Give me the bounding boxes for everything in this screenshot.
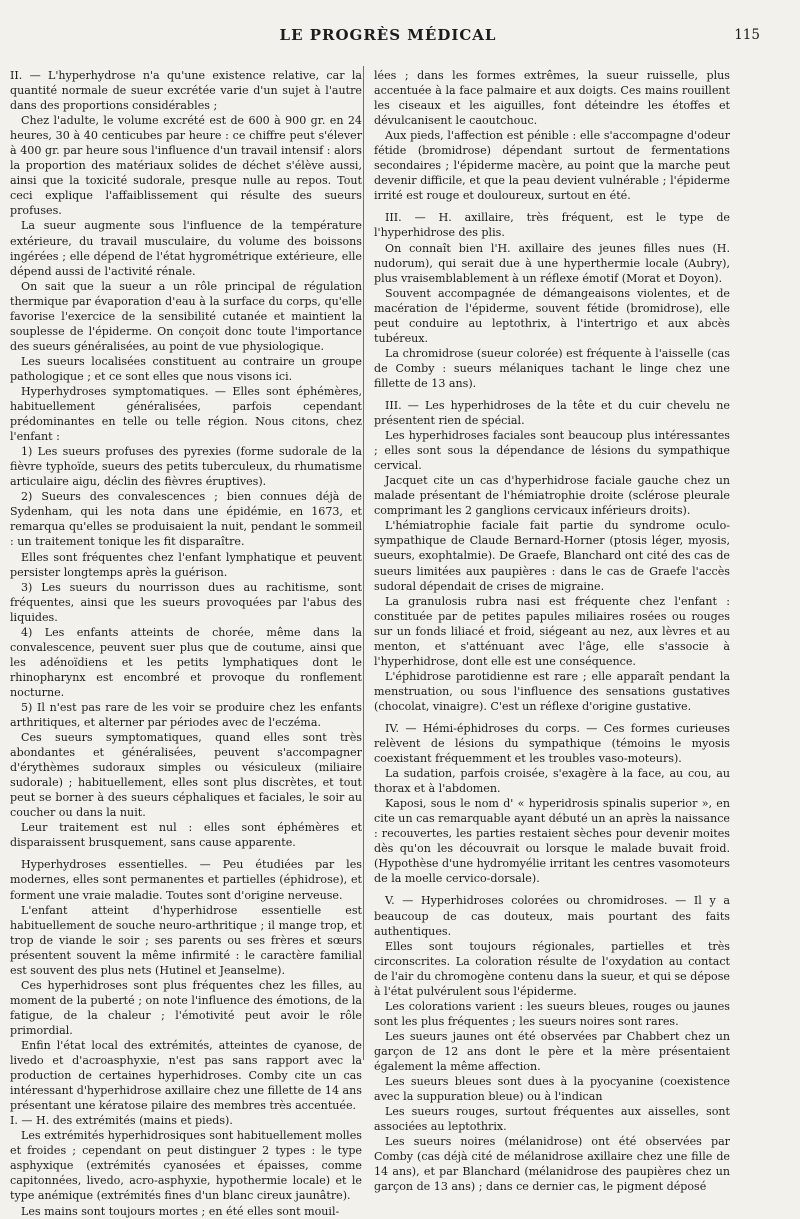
paragraph: lées ; dans les formes extrêmes, la sueur ruisselle, plus accentuée à la face palmaire et aux doigts. Ces mains rouillent les ciseaux et les aiguilles, font déteindre les étoffes et dévulcanisent le caoutchouc. bbox=[374, 69, 730, 128]
section-heading: Hyperhydroses symptomatiques. — Elles sont éphémères, habituellement généralisées, parfois cependant prédominantes en telle ou telle région. Nous citons, chez l'enfant : bbox=[10, 384, 362, 444]
paragraph: Les colorations varient : les sueurs bleues, rouges ou jaunes sont les plus fréquentes ; les sueurs noires sont rares. bbox=[374, 999, 730, 1028]
subsection-heading: III. — Les hyperhidroses de la tête et du cuir chevelu ne présentent rien de spécial. bbox=[374, 398, 730, 428]
paragraph: II. — L'hyperhydrose n'a qu'une existence relative, car la quantité normale de sueur excrétée varie d'un sujet à l'autre dans des proportions considérables ; bbox=[10, 69, 362, 113]
paragraph: Leur traitement est nul : elles sont éphémères et disparaissent brusquement, sans cause apparente. bbox=[10, 821, 362, 850]
paragraph: Jacquet cite un cas d'hyperhidrose faciale gauche chez un malade présentant de l'hémiatrophie droite (sclérose pleurale comprimant les 2 ganglions cervicaux inférieurs droits). bbox=[374, 474, 730, 518]
paragraph: L'enfant atteint d'hyperhidrose essentielle est habituellement de souche neuro-arthritique ; il mange trop, et trop de viande le soir ; ses parents ou ses frères et sœurs présentent souvent la même infirmité : le caractère familial est souvent des plus nets (Hutinel et Jeanselme). bbox=[10, 903, 362, 977]
paragraph: Les mains sont toujours mortes ; en été elles sont mouil- bbox=[21, 1204, 340, 1218]
section-heading: Hyperhydroses essentielles. — Peu étudiées par les modernes, elles sont permanentes et partielles (éphidrose), et forment une vraie maladie. Toutes sont d'origine nerveuse. bbox=[10, 858, 362, 902]
subsection-heading: IV. — Hémi-éphidroses du corps. — Ces formes curieuses relèvent de lésions du sympathique (témoins le myosis coexistant fréquemment et les troubles vaso-moteurs). bbox=[374, 721, 730, 766]
paragraph: Elles sont fréquentes chez l'enfant lymphatique et peuvent persister longtemps après la guérison. bbox=[10, 550, 362, 579]
paragraph: Les sueurs jaunes ont été observées par Chabbert chez un garçon de 12 ans dont le père et la mère présentaient également la même affection. bbox=[374, 1029, 730, 1073]
paragraph: La chromidrose (sueur colorée) est fréquente à l'aisselle (cas de Comby : sueurs mélaniques tachant le linge chez une fillette de 13 ans). bbox=[374, 346, 730, 390]
paragraph: Les sueurs rouges, surtout fréquentes aux aisselles, sont associées au leptothrix. bbox=[374, 1105, 730, 1134]
paragraph: Les sueurs bleues sont dues à la pyocyanine (coexistence avec la suppuration bleue) ou à l'indican bbox=[374, 1075, 730, 1104]
list-item: 3) Les sueurs du nourrisson dues au rachitisme, sont fréquentes, ainsi que les sueurs provoquées par l'abus des liquides. bbox=[10, 580, 362, 624]
page-header bbox=[16, 26, 760, 50]
right-column bbox=[374, 68, 730, 1194]
paragraph: Les sueurs noires (mélanidrose) ont été observées par Comby (cas déjà cité de mélanidrose axillaire chez une fille de 14 ans), et par Blanchard (mélanidrose des paupières chez un garçon de 13 ans) ; dans ce dernier cas, le pigment déposé bbox=[374, 1135, 730, 1194]
page-number: 115 bbox=[734, 27, 760, 43]
paragraph: Ces hyperhidroses sont plus fréquentes chez les filles, au moment de la puberté ; on note l'influence des émotions, de la fatigue, de la chaleur ; l'émotivité peut avoir le rôle primordial. bbox=[10, 978, 362, 1037]
paragraph: La sueur augmente sous l'influence de la température extérieure, du travail musculaire, du volume des boissons ingérées ; elle dépend de l'état hygrométrique extérieure, elle dépend aussi de l'activité rénale. bbox=[10, 219, 362, 278]
paragraph: Souvent accompagnée de démangeaisons violentes, et de macération de l'épiderme, souvent fétide (bromidrose), elle peut conduire au leptothrix, à l'intertrigo et aux abcès tubéreux. bbox=[374, 286, 730, 345]
paragraph: Elles sont toujours régionales, partielles et très circonscrites. La coloration résulte de l'oxydation au contact de l'air du chromogène contenu dans la sueur, et qui se dépose à l'état pulvérulent sous l'épiderme. bbox=[374, 939, 730, 998]
paragraph: La sudation, parfois croisée, s'exagère à la face, au cou, au thorax et à l'abdomen. bbox=[374, 767, 730, 796]
subsection-heading: I. — H. des extrémités (mains et pieds). bbox=[10, 1114, 233, 1128]
list-item: 4) Les enfants atteints de chorée, même dans la convalescence, peuvent suer plus que de coutume, ainsi que les adénoïdiens et les petits lymphatiques dont le rhinopharynx est encombré et provoque du ronflement nocturne. bbox=[10, 625, 362, 699]
paragraph: L'éphidrose parotidienne est rare ; elle apparaît pendant la menstruation, ou sous l'influence des sensations gustatives (chocolat, vinaigre). C'est un réflexe d'origine gustative. bbox=[374, 669, 730, 713]
paragraph: Aux pieds, l'affection est pénible : elle s'accompagne d'odeur fétide (bromidrose) dépendant surtout de fermentations secondaires ; l'épiderme macère, au point que la marche peut devenir difficile, et que la peau devient vulnérable ; l'épiderme irrité est rouge et douloureux, surtout en été. bbox=[374, 129, 730, 203]
paragraph: Les extrémités hyperhidrosiques sont habituellement molles et froides ; cependant on peut distinguer 2 types : le type asphyxique (extrémités cyanosées et épaisses, comme capitonnées, livedo, acro-asphyxie, hypothermie locale) et le type anémique (extrémités fines d'un blanc cireux jaunâtre). bbox=[10, 1129, 362, 1203]
column-divider bbox=[363, 66, 364, 1060]
list-item: 2) Sueurs des convalescences ; bien connues déjà de Sydenham, qui les nota dans une épidémie, en 1673, et remarqua qu'elles se produisaient la nuit, pendant le sommeil : un traitement tonique les fit disparaître. bbox=[10, 490, 362, 549]
paragraph: Kaposi, sous le nom d' « hyperidrosis spinalis superior », en cite un cas remarquable ayant débuté un an après la naissance : recouvertes, les parties restaient sèches pour devenir moites dès qu'on les découvrait ou lorsque le malade buvait froid. (Hypothèse d'une hydromyélie irritant les centres vasomoteurs de la moelle cervico-dorsale). bbox=[374, 797, 730, 886]
subsection-heading: V. — Hyperhidroses colorées ou chromidroses. — Il y a beaucoup de cas douteux, mais pourtant des faits authentiques. bbox=[374, 894, 730, 938]
paragraph: La granulosis rubra nasi est fréquente chez l'enfant : constituée par de petites papules miliaires rosées ou rouges sur un fonds liliacé et froid, siégeant au nez, aux lèvres et au menton, et s'atténuant avec l'âge, elle s'associe à l'hyperhidrose, dont elle est une conséquence. bbox=[374, 594, 730, 668]
paragraph: Les hyperhidroses faciales sont beaucoup plus intéressantes ; elles sont sous la dépendance de lésions du sympathique cervical. bbox=[374, 429, 730, 473]
paragraph: Les sueurs localisées constituent au contraire un groupe pathologique ; et ce sont elles que nous visons ici. bbox=[10, 354, 362, 383]
paragraph: L'hémiatrophie faciale fait partie du syndrome oculo-sympathique de Claude Bernard-Horner (ptosis léger, myosis, sueurs, exophtalmie). De Graefe, Blanchard ont cité des cas de sueurs limitées aux paupières : dans le cas de Graefe l'accès sudoral dépendait de crises de migraine. bbox=[374, 519, 730, 593]
running-title: LE PROGRÈS MÉDICAL bbox=[279, 26, 497, 44]
paragraph: On connaît bien l'H. axillaire des jeunes filles nues (H. nudorum), qui serait due à une hyperthermie locale (Aubry), plus vraisemblablement à un réflexe émotif (Morat et Doyon). bbox=[374, 241, 730, 285]
list-item: 1) Les sueurs profuses des pyrexies (forme sudorale de la fièvre typhoïde, sueurs des petits tuberculeux, du rhumatisme articulaire aigu, déclin des fièvres éruptives). bbox=[10, 445, 362, 489]
paragraph: Enfin l'état local des extrémités, atteintes de cyanose, de livedo et d'acroasphyxie, n'est pas sans rapport avec la production de certaines hyperhidroses. Comby cite un cas intéressant d'hyperhidrose axillaire chez une fillette de 14 ans présentant une kératose pilaire des membres très accentuée. bbox=[10, 1039, 362, 1113]
paragraph: Chez l'adulte, le volume excrété est de 600 à 900 gr. en 24 heures, 30 à 40 centicubes par heure : ce chiffre peut s'élever à 400 gr. par heure sous l'influence d'un travail intensif : alors la proportion des matériaux solides de déchet s'élève aussi, ainsi que la toxicité sudorale, presque nulle au repos. Tout ceci explique l'affaiblissement qui résulte des sueurs profuses. bbox=[10, 114, 362, 218]
list-item: 5) Il n'est pas rare de les voir se produire chez les enfants arthritiques, et alterner par périodes avec de l'eczéma. bbox=[10, 700, 362, 730]
subsection-heading: III. — H. axillaire, très fréquent, est le type de l'hyperhidrose des plis. bbox=[374, 211, 730, 240]
left-column bbox=[10, 68, 362, 1218]
paragraph: On sait que la sueur a un rôle principal de régulation thermique par évaporation d'eau à la surface du corps, qu'elle favorise l'exercice de la sensibilité cutanée et maintient la souplesse de l'épiderme. On conçoit donc toute l'importance des sueurs généralisées, au point de vue physiologique. bbox=[10, 279, 362, 353]
paragraph: Ces sueurs symptomatiques, quand elles sont très abondantes et généralisées, peuvent s'accompagner d'érythèmes sudoraux simples ou vésiculeux (miliaire sudorale) ; habituellement, elles sont plus discrètes, et tout peut se borner à des sueurs céphaliques et faciales, le soir au coucher ou dans la nuit. bbox=[10, 731, 362, 820]
